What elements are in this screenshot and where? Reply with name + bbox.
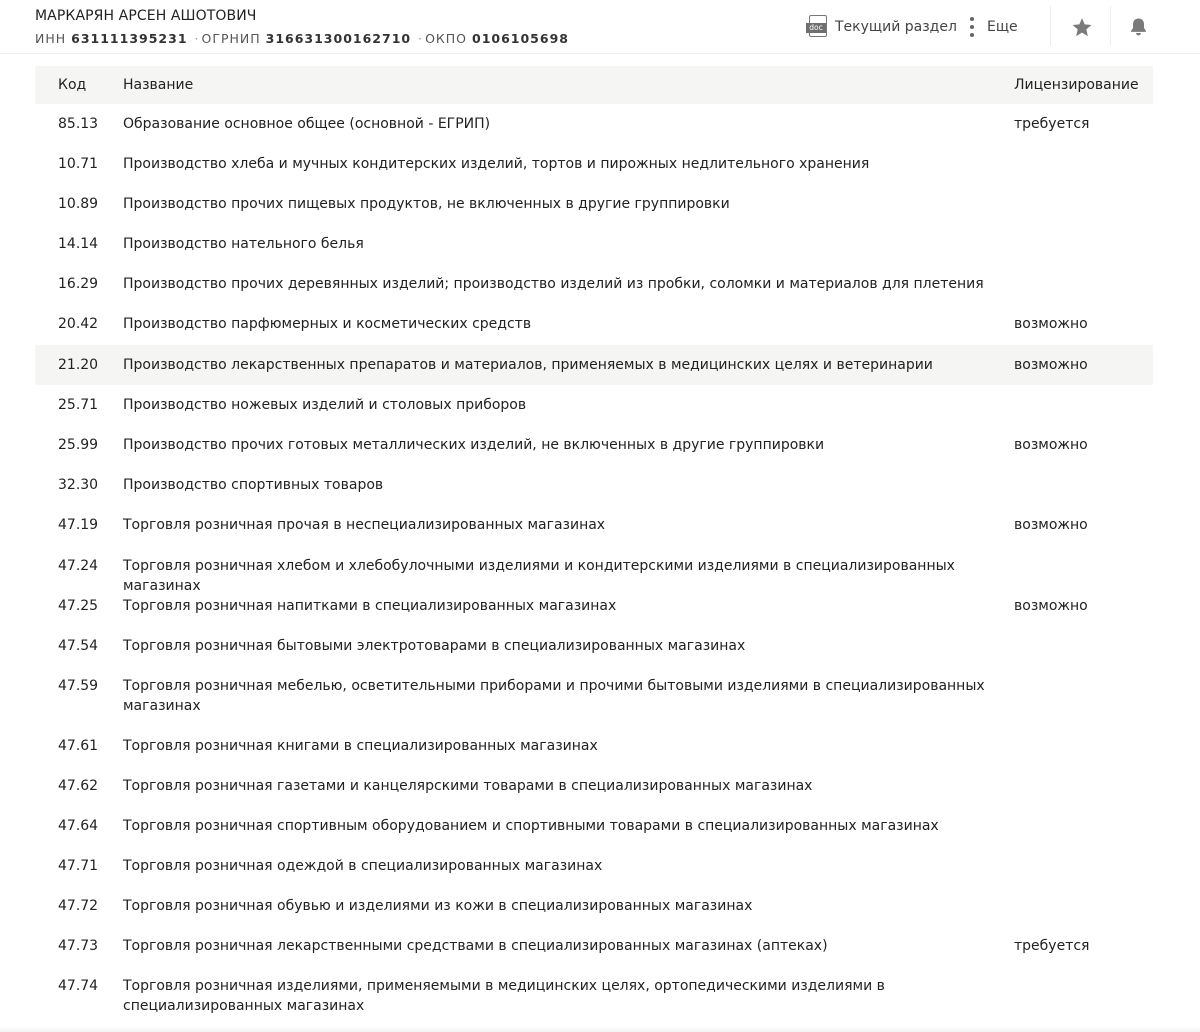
separator: · bbox=[194, 31, 200, 46]
row-code: 32.30 bbox=[58, 477, 99, 493]
table-row[interactable] bbox=[35, 546, 1153, 594]
row-code: 47.62 bbox=[58, 778, 99, 794]
row-code: 25.71 bbox=[58, 397, 99, 413]
row-code: 47.59 bbox=[58, 678, 99, 694]
inn-value: 631111395231 bbox=[71, 31, 188, 46]
row-license: требуется bbox=[1014, 938, 1090, 954]
table-row[interactable] bbox=[35, 926, 1153, 966]
row-code: 47.72 bbox=[58, 898, 99, 914]
row-code: 16.29 bbox=[58, 276, 99, 292]
more-button[interactable] bbox=[970, 0, 1018, 54]
table-row[interactable] bbox=[35, 104, 1153, 144]
row-code: 47.25 bbox=[58, 598, 99, 614]
row-name: Производство спортивных товаров bbox=[123, 477, 384, 493]
table-row[interactable] bbox=[35, 465, 1153, 505]
row-code: 47.64 bbox=[58, 818, 99, 834]
row-license: возможно bbox=[1014, 316, 1088, 332]
star-icon bbox=[1071, 17, 1093, 38]
table-body bbox=[35, 104, 1153, 1026]
row-code: 47.54 bbox=[58, 638, 99, 654]
row-code: 85.13 bbox=[58, 116, 99, 132]
table-row[interactable] bbox=[35, 345, 1153, 385]
table-row[interactable] bbox=[35, 224, 1153, 264]
row-code: 10.89 bbox=[58, 196, 99, 212]
okpo-label: ОКПО bbox=[425, 31, 468, 46]
row-name: Торговля розничная спортивным оборудованием и спортивными товарами в специализированных магазинах bbox=[123, 818, 939, 834]
row-code: 47.19 bbox=[58, 517, 99, 533]
table-row[interactable] bbox=[35, 766, 1153, 806]
okved-table bbox=[35, 66, 1153, 1026]
ogrnip-label: ОГРНИП bbox=[201, 31, 261, 46]
row-license: возможно bbox=[1014, 437, 1088, 453]
table-row[interactable] bbox=[35, 184, 1153, 224]
row-name: Торговля розничная изделиями, применяемыми в медицинских целях, ортопедическими изделиями в специализированных магазинах bbox=[123, 978, 885, 1014]
row-name: Производство прочих готовых металлических изделий, не включенных в другие группировки bbox=[123, 437, 825, 453]
row-code: 20.42 bbox=[58, 316, 99, 332]
current-section-label: Текущий раздел bbox=[835, 19, 957, 35]
more-label: Еще bbox=[987, 19, 1018, 35]
row-name: Торговля розничная газетами и канцелярскими товарами в специализированных магазинах bbox=[123, 778, 813, 794]
row-name: Производство хлеба и мучных кондитерских изделий, тортов и пирожных недлительного хранения bbox=[123, 156, 870, 172]
table-row[interactable] bbox=[35, 966, 1153, 1026]
row-name: Производство ножевых изделий и столовых приборов bbox=[123, 397, 527, 413]
document-icon bbox=[806, 15, 828, 39]
row-name: Торговля розничная книгами в специализированных магазинах bbox=[123, 738, 598, 754]
table-row[interactable] bbox=[35, 726, 1153, 766]
notifications-button[interactable] bbox=[1118, 0, 1158, 54]
row-license: требуется bbox=[1014, 116, 1090, 132]
row-name: Производство нательного белья bbox=[123, 236, 364, 252]
row-code: 47.71 bbox=[58, 858, 99, 874]
column-header-license: Лицензирование bbox=[1014, 77, 1139, 93]
table-row[interactable] bbox=[35, 505, 1153, 546]
row-name: Торговля розничная одеждой в специализированных магазинах bbox=[123, 858, 603, 874]
header-divider bbox=[1050, 6, 1051, 46]
table-row[interactable] bbox=[35, 886, 1153, 926]
table-row[interactable] bbox=[35, 806, 1153, 846]
table-row[interactable] bbox=[35, 264, 1153, 304]
row-name: Торговля розничная мебелью, осветительными приборами и прочими бытовыми изделиями в специализированных магазинах bbox=[123, 678, 985, 714]
row-name: Торговля розничная обувью и изделиями из кожи в специализированных магазинах bbox=[123, 898, 753, 914]
table-row[interactable] bbox=[35, 425, 1153, 465]
row-code: 14.14 bbox=[58, 236, 99, 252]
row-name: Торговля розничная лекарственными средствами в специализированных магазинах (аптеках) bbox=[123, 938, 828, 954]
table-row[interactable] bbox=[35, 626, 1153, 666]
company-header bbox=[0, 0, 1200, 54]
column-header-code: Код bbox=[58, 77, 87, 93]
bottom-edge bbox=[0, 1026, 1200, 1032]
company-name: МАРКАРЯН АРСЕН АШОТОВИЧ bbox=[35, 8, 257, 24]
row-license: возможно bbox=[1014, 357, 1088, 373]
row-name: Производство прочих пищевых продуктов, не включенных в другие группировки bbox=[123, 196, 730, 212]
table-row[interactable] bbox=[35, 385, 1153, 425]
row-name: Производство лекарственных препаратов и материалов, применяемых в медицинских целях и ветеринарии bbox=[123, 357, 933, 373]
row-code: 21.20 bbox=[58, 357, 99, 373]
row-license: возможно bbox=[1014, 598, 1088, 614]
company-identifiers bbox=[35, 31, 569, 46]
inn-label: ИНН bbox=[35, 31, 67, 46]
bell-icon bbox=[1129, 17, 1148, 37]
row-name: Производство парфюмерных и косметических средств bbox=[123, 316, 532, 332]
separator: · bbox=[418, 31, 424, 46]
table-row[interactable] bbox=[35, 144, 1153, 184]
document-icon-tag: doc bbox=[806, 23, 826, 33]
row-name: Торговля розничная бытовыми электротоварами в специализированных магазинах bbox=[123, 638, 746, 654]
vertical-dots-icon bbox=[970, 17, 974, 37]
favorite-button[interactable] bbox=[1062, 0, 1102, 54]
row-code: 47.73 bbox=[58, 938, 99, 954]
row-name: Торговля розничная напитками в специализированных магазинах bbox=[123, 598, 617, 614]
table-row[interactable] bbox=[35, 304, 1153, 345]
row-name: Производство прочих деревянных изделий; производство изделий из пробки, соломки и материалов для плетения bbox=[123, 276, 984, 292]
row-code: 10.71 bbox=[58, 156, 99, 172]
header-divider bbox=[1110, 6, 1111, 46]
row-name: Торговля розничная хлебом и хлебобулочными изделиями и кондитерскими изделиями в специализированных магазинах bbox=[123, 558, 955, 594]
okpo-value: 0106105698 bbox=[472, 31, 569, 46]
table-row[interactable] bbox=[35, 846, 1153, 886]
row-code: 47.61 bbox=[58, 738, 99, 754]
current-section-button[interactable] bbox=[806, 0, 957, 54]
row-license: возможно bbox=[1014, 517, 1088, 533]
row-code: 47.24 bbox=[58, 558, 99, 574]
table-header bbox=[35, 66, 1153, 104]
ogrnip-value: 316631300162710 bbox=[265, 31, 412, 46]
row-code: 25.99 bbox=[58, 437, 99, 453]
row-name: Образование основное общее (основной - ЕГРИП) bbox=[123, 116, 491, 132]
table-row[interactable] bbox=[35, 666, 1153, 726]
column-header-name: Название bbox=[123, 77, 194, 93]
row-name: Торговля розничная прочая в неспециализированных магазинах bbox=[123, 517, 606, 533]
row-code: 47.74 bbox=[58, 978, 99, 994]
